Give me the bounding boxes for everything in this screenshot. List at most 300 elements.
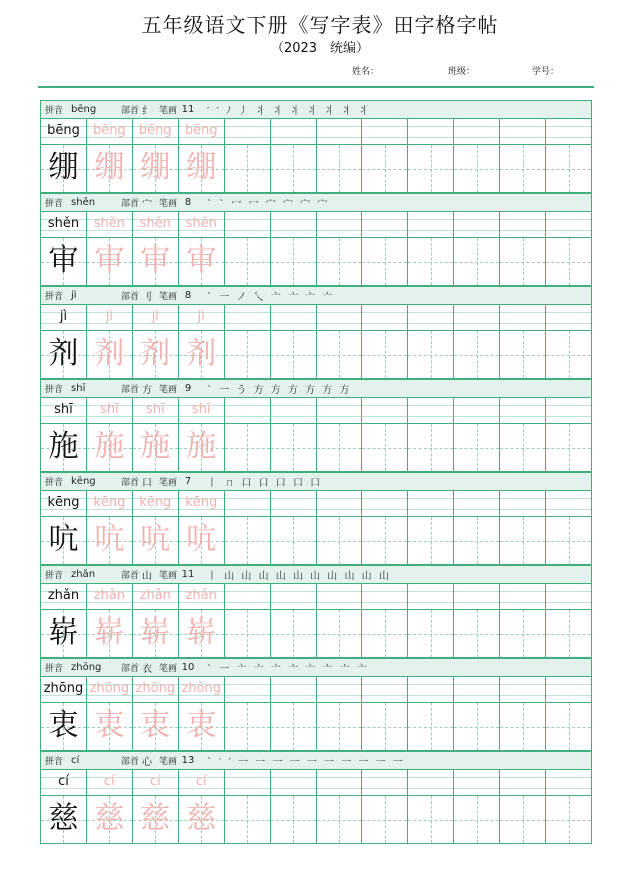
trace-character[interactable] — [179, 424, 225, 472]
pinyin-model: zhǎn — [41, 584, 87, 610]
pinyin-trace: shěn — [87, 212, 133, 238]
tianzige-cell[interactable] — [500, 145, 546, 193]
stroke-order: 丨 山 山 山 山 山 山 山 山 山 山 — [207, 571, 391, 582]
pinyin-blank[interactable] — [271, 677, 317, 703]
practice-sheet — [40, 100, 592, 844]
trace-character[interactable] — [179, 703, 225, 751]
pinyin-blank[interactable] — [500, 491, 546, 517]
pinyin-blank[interactable] — [500, 398, 546, 424]
model-character[interactable] — [41, 238, 87, 286]
tianzige-cell[interactable] — [546, 238, 592, 286]
pinyin-blank[interactable] — [408, 398, 454, 424]
tianzige-cell[interactable] — [317, 424, 363, 472]
tianzige-cell[interactable] — [225, 703, 271, 751]
tianzige-cell[interactable] — [225, 517, 271, 565]
pinyin-model: cí — [41, 770, 87, 796]
tianzige-cell[interactable] — [317, 238, 363, 286]
radical-label: 部首 — [121, 292, 140, 302]
pinyin-trace: bēng — [87, 119, 133, 145]
pinyin-trace: shī — [87, 398, 133, 424]
grid-character: 绷 — [48, 150, 79, 185]
pinyin-blank[interactable] — [317, 119, 363, 145]
tianzige-cell[interactable] — [500, 796, 546, 844]
pinyin-trace: jì — [179, 305, 225, 331]
pinyin-blank[interactable] — [225, 119, 271, 145]
tianzige-cell[interactable] — [546, 145, 592, 193]
trace-character[interactable] — [87, 145, 133, 193]
tianzige-cell[interactable] — [546, 517, 592, 565]
student-fields — [0, 60, 640, 78]
pinyin-blank[interactable] — [362, 491, 408, 517]
grid-character: 衷 — [48, 708, 79, 743]
pinyin-blank[interactable] — [317, 491, 363, 517]
radical-label: 部首 — [121, 478, 140, 488]
grid-character: 慈 — [140, 801, 171, 836]
pinyin-blank[interactable] — [454, 212, 500, 238]
trace-character[interactable] — [87, 238, 133, 286]
character-block — [40, 286, 592, 379]
pinyin-blank[interactable] — [546, 305, 592, 331]
pinyin-blank[interactable] — [225, 770, 271, 796]
pinyin-trace: shī — [133, 398, 179, 424]
grid-character: 剂 — [48, 336, 79, 371]
model-character[interactable] — [41, 703, 87, 751]
grid-character: 剂 — [140, 336, 171, 371]
pinyin-blank[interactable] — [225, 212, 271, 238]
tianzige-cell[interactable] — [225, 331, 271, 379]
grid-character: 慈 — [186, 801, 217, 836]
pinyin-trace: cí — [133, 770, 179, 796]
tianzige-cell[interactable] — [454, 610, 500, 658]
pinyin-trace: shěn — [133, 212, 179, 238]
tianzige-cell[interactable] — [271, 703, 317, 751]
grid-character: 吭 — [186, 522, 217, 557]
stroke-order: ′ ′ ﾉ 丿 丬 丬 丬 丬 丬 丬 丬 — [207, 106, 371, 117]
grid-character: 施 — [186, 429, 217, 464]
character-info-bar — [40, 100, 592, 119]
trace-character[interactable] — [179, 610, 225, 658]
pinyin-trace: zhǎn — [179, 584, 225, 610]
pinyin-blank[interactable] — [362, 398, 408, 424]
class-label: 班级： — [448, 67, 476, 77]
trace-character[interactable] — [179, 796, 225, 844]
grid-character: 吭 — [94, 522, 125, 557]
radical-value: 纟 — [142, 106, 153, 117]
tianzige-cell[interactable] — [271, 796, 317, 844]
pinyin-blank[interactable] — [317, 398, 363, 424]
character-grid-row — [40, 145, 592, 193]
pinyin-blank[interactable] — [546, 398, 592, 424]
tianzige-cell[interactable] — [408, 517, 454, 565]
trace-character[interactable] — [87, 703, 133, 751]
model-character[interactable] — [41, 331, 87, 379]
pinyin-label: 拼音 — [45, 478, 64, 488]
radical-value: 山 — [142, 571, 153, 582]
trace-character[interactable] — [87, 610, 133, 658]
strokes-label: 笔画 — [159, 385, 178, 395]
pinyin-blank[interactable] — [362, 119, 408, 145]
pinyin-model: shěn — [41, 212, 87, 238]
grid-character: 施 — [94, 429, 125, 464]
trace-character[interactable] — [87, 517, 133, 565]
grid-character: 审 — [140, 243, 171, 278]
tianzige-cell[interactable] — [317, 145, 363, 193]
model-character[interactable] — [41, 424, 87, 472]
pinyin-label: 拼音 — [45, 292, 64, 302]
radical-value: 口 — [142, 478, 153, 489]
tianzige-cell[interactable] — [362, 331, 408, 379]
trace-character[interactable] — [87, 796, 133, 844]
model-character[interactable] — [41, 610, 87, 658]
character-block — [40, 751, 592, 844]
pinyin-blank[interactable] — [454, 584, 500, 610]
pinyin-blank[interactable] — [500, 119, 546, 145]
strokes-value: 11 — [181, 104, 195, 115]
tianzige-cell[interactable] — [500, 517, 546, 565]
pinyin-blank[interactable] — [317, 677, 363, 703]
radical-value: 衣 — [142, 664, 153, 675]
grid-character: 崭 — [94, 615, 125, 650]
pinyin-blank[interactable] — [454, 491, 500, 517]
tianzige-cell[interactable] — [546, 703, 592, 751]
trace-character[interactable] — [87, 424, 133, 472]
pinyin-blank[interactable] — [271, 770, 317, 796]
pinyin-blank[interactable] — [408, 770, 454, 796]
grid-character: 吭 — [140, 522, 171, 557]
stroke-order: ` 一 ノ 乀 亠 亠 亠 亠 — [207, 292, 335, 303]
trace-character[interactable] — [133, 703, 179, 751]
pinyin-model: zhōng — [41, 677, 87, 703]
tianzige-cell[interactable] — [271, 517, 317, 565]
radical-label: 部首 — [121, 385, 140, 395]
pinyin-blank[interactable] — [500, 305, 546, 331]
pinyin-trace: shī — [179, 398, 225, 424]
tianzige-cell[interactable] — [408, 424, 454, 472]
pinyin-blank[interactable] — [408, 491, 454, 517]
pinyin-blank[interactable] — [225, 677, 271, 703]
pinyin-value: bēng — [71, 104, 97, 115]
tianzige-cell[interactable] — [408, 238, 454, 286]
pinyin-blank[interactable] — [454, 677, 500, 703]
character-grid-row — [40, 796, 592, 844]
strokes-label: 笔画 — [159, 664, 178, 674]
trace-character[interactable] — [133, 145, 179, 193]
tianzige-cell[interactable] — [271, 145, 317, 193]
strokes-value: 8 — [184, 197, 192, 208]
pinyin-blank[interactable] — [454, 770, 500, 796]
tianzige-cell[interactable] — [454, 517, 500, 565]
tianzige-cell[interactable] — [454, 238, 500, 286]
pinyin-model: bēng — [41, 119, 87, 145]
tianzige-cell[interactable] — [408, 145, 454, 193]
pinyin-blank[interactable] — [454, 119, 500, 145]
character-block — [40, 472, 592, 565]
pinyin-blank[interactable] — [546, 212, 592, 238]
grid-character: 绷 — [140, 150, 171, 185]
pinyin-blank[interactable] — [500, 677, 546, 703]
pinyin-row — [40, 584, 592, 610]
tianzige-cell[interactable] — [317, 517, 363, 565]
grid-character: 崭 — [186, 615, 217, 650]
tianzige-cell[interactable] — [546, 796, 592, 844]
model-character[interactable] — [41, 145, 87, 193]
name-label: 姓名： — [352, 67, 380, 77]
grid-character: 慈 — [48, 801, 79, 836]
pinyin-value: kēng — [71, 476, 96, 487]
strokes-label: 笔画 — [159, 478, 178, 488]
grid-character: 审 — [94, 243, 125, 278]
pinyin-blank[interactable] — [225, 398, 271, 424]
pinyin-blank[interactable] — [500, 584, 546, 610]
pinyin-trace: bēng — [179, 119, 225, 145]
pinyin-trace: zhōng — [179, 677, 225, 703]
trace-character[interactable] — [179, 145, 225, 193]
strokes-value: 8 — [184, 290, 192, 301]
pinyin-value: zhōng — [71, 662, 102, 673]
trace-character[interactable] — [179, 331, 225, 379]
grid-character: 审 — [48, 243, 79, 278]
tianzige-cell[interactable] — [362, 424, 408, 472]
character-grid-row — [40, 424, 592, 472]
character-grid-row — [40, 703, 592, 751]
pinyin-blank[interactable] — [500, 770, 546, 796]
pinyin-blank[interactable] — [317, 212, 363, 238]
grid-character: 绷 — [186, 150, 217, 185]
tianzige-cell[interactable] — [362, 703, 408, 751]
page-subtitle: （2023 统编） — [270, 41, 370, 56]
trace-character[interactable] — [133, 610, 179, 658]
trace-character[interactable] — [133, 238, 179, 286]
stroke-order: 丨 ㄇ 口 口 口 口 口 — [207, 478, 323, 489]
tianzige-cell[interactable] — [500, 703, 546, 751]
tianzige-cell[interactable] — [454, 796, 500, 844]
grid-character: 衷 — [140, 708, 171, 743]
tianzige-cell[interactable] — [271, 424, 317, 472]
trace-character[interactable] — [179, 517, 225, 565]
tianzige-cell[interactable] — [271, 331, 317, 379]
tianzige-cell[interactable] — [408, 796, 454, 844]
model-character[interactable] — [41, 796, 87, 844]
character-info-bar — [40, 565, 592, 584]
pinyin-blank[interactable] — [408, 305, 454, 331]
character-info-bar — [40, 751, 592, 770]
pinyin-blank[interactable] — [408, 119, 454, 145]
strokes-label: 笔画 — [159, 199, 178, 209]
pinyin-blank[interactable] — [500, 212, 546, 238]
pinyin-blank[interactable] — [317, 305, 363, 331]
character-info-bar — [40, 472, 592, 491]
grid-character: 崭 — [140, 615, 171, 650]
pinyin-trace: bēng — [133, 119, 179, 145]
pinyin-trace: kēng — [87, 491, 133, 517]
tianzige-cell[interactable] — [362, 796, 408, 844]
tianzige-cell[interactable] — [317, 703, 363, 751]
tianzige-cell[interactable] — [454, 703, 500, 751]
pinyin-row — [40, 305, 592, 331]
pinyin-blank[interactable] — [271, 305, 317, 331]
strokes-label: 笔画 — [159, 757, 178, 767]
grid-character: 衷 — [94, 708, 125, 743]
pinyin-label: 拼音 — [45, 199, 64, 209]
character-grid-row — [40, 238, 592, 286]
character-info-bar — [40, 193, 592, 212]
tianzige-cell[interactable] — [500, 424, 546, 472]
tianzige-cell[interactable] — [500, 238, 546, 286]
strokes-value: 13 — [181, 755, 195, 766]
tianzige-cell[interactable] — [317, 331, 363, 379]
tianzige-cell[interactable] — [225, 424, 271, 472]
pinyin-label: 拼音 — [45, 106, 64, 116]
pinyin-blank[interactable] — [225, 584, 271, 610]
grid-character: 剂 — [186, 336, 217, 371]
trace-character[interactable] — [87, 331, 133, 379]
pinyin-label: 拼音 — [45, 664, 64, 674]
pinyin-row — [40, 212, 592, 238]
pinyin-blank[interactable] — [454, 398, 500, 424]
tianzige-cell[interactable] — [546, 424, 592, 472]
tianzige-cell[interactable] — [408, 610, 454, 658]
trace-character[interactable] — [133, 517, 179, 565]
tianzige-cell[interactable] — [362, 610, 408, 658]
tianzige-cell[interactable] — [317, 796, 363, 844]
pinyin-blank[interactable] — [546, 491, 592, 517]
pinyin-row — [40, 770, 592, 796]
tianzige-cell[interactable] — [454, 145, 500, 193]
pinyin-blank[interactable] — [271, 119, 317, 145]
model-character[interactable] — [41, 517, 87, 565]
tianzige-cell[interactable] — [271, 238, 317, 286]
trace-character[interactable] — [179, 238, 225, 286]
pinyin-blank[interactable] — [317, 584, 363, 610]
page-title: 五年级语文下册《写字表》田字格字帖 — [141, 13, 499, 37]
pinyin-blank[interactable] — [271, 398, 317, 424]
pinyin-blank[interactable] — [362, 212, 408, 238]
radical-value: 方 — [142, 385, 153, 396]
pinyin-value: cí — [71, 755, 80, 766]
pinyin-model: shī — [41, 398, 87, 424]
tianzige-cell[interactable] — [500, 610, 546, 658]
tianzige-cell[interactable] — [225, 796, 271, 844]
pinyin-label: 拼音 — [45, 757, 64, 767]
pinyin-blank[interactable] — [546, 677, 592, 703]
pinyin-blank[interactable] — [362, 305, 408, 331]
pinyin-blank[interactable] — [271, 584, 317, 610]
pinyin-value: shī — [71, 383, 86, 394]
pinyin-label: 拼音 — [45, 385, 64, 395]
tianzige-cell[interactable] — [454, 424, 500, 472]
tianzige-cell[interactable] — [546, 610, 592, 658]
pinyin-trace: jì — [133, 305, 179, 331]
tianzige-cell[interactable] — [362, 517, 408, 565]
radical-label: 部首 — [121, 571, 140, 581]
pinyin-blank[interactable] — [362, 584, 408, 610]
pinyin-row — [40, 398, 592, 424]
pinyin-value: jì — [71, 290, 77, 301]
pinyin-blank[interactable] — [317, 770, 363, 796]
strokes-label: 笔画 — [159, 571, 178, 581]
pinyin-blank[interactable] — [271, 212, 317, 238]
tianzige-cell[interactable] — [362, 145, 408, 193]
pinyin-blank[interactable] — [362, 677, 408, 703]
strokes-value: 9 — [184, 383, 192, 394]
pinyin-blank[interactable] — [408, 584, 454, 610]
tianzige-cell[interactable] — [225, 238, 271, 286]
tianzige-cell[interactable] — [408, 331, 454, 379]
radical-label: 部首 — [121, 106, 140, 116]
pinyin-blank[interactable] — [408, 212, 454, 238]
radical-value: 刂 — [142, 292, 153, 303]
pinyin-value: shěn — [71, 197, 96, 208]
character-grid-row — [40, 331, 592, 379]
pinyin-label: 拼音 — [45, 571, 64, 581]
tianzige-cell[interactable] — [362, 238, 408, 286]
pinyin-blank[interactable] — [271, 491, 317, 517]
tianzige-cell[interactable] — [271, 610, 317, 658]
pinyin-blank[interactable] — [408, 677, 454, 703]
trace-character[interactable] — [133, 331, 179, 379]
tianzige-cell[interactable] — [317, 610, 363, 658]
radical-label: 部首 — [121, 757, 140, 767]
tianzige-cell[interactable] — [225, 610, 271, 658]
trace-character[interactable] — [133, 424, 179, 472]
grid-character: 绷 — [94, 150, 125, 185]
character-info-bar — [40, 658, 592, 677]
character-grid-row — [40, 517, 592, 565]
pinyin-row — [40, 677, 592, 703]
strokes-value: 7 — [184, 476, 192, 487]
character-block — [40, 565, 592, 658]
pinyin-blank[interactable] — [546, 584, 592, 610]
pinyin-model: kēng — [41, 491, 87, 517]
pinyin-blank[interactable] — [546, 119, 592, 145]
grid-character: 吭 — [48, 522, 79, 557]
pinyin-model: jì — [41, 305, 87, 331]
trace-character[interactable] — [133, 796, 179, 844]
character-block — [40, 193, 592, 286]
pinyin-trace: cí — [87, 770, 133, 796]
tianzige-cell[interactable] — [546, 331, 592, 379]
character-block — [40, 379, 592, 472]
pinyin-blank[interactable] — [225, 305, 271, 331]
strokes-label: 笔画 — [159, 292, 178, 302]
radical-label: 部首 — [121, 664, 140, 674]
character-block — [40, 100, 592, 193]
pinyin-trace: kēng — [179, 491, 225, 517]
radical-value: 宀 — [142, 199, 153, 210]
grid-character: 崭 — [48, 615, 79, 650]
tianzige-cell[interactable] — [225, 145, 271, 193]
pinyin-trace: zhōng — [133, 677, 179, 703]
grid-character: 施 — [140, 429, 171, 464]
tianzige-cell[interactable] — [408, 703, 454, 751]
pinyin-row — [40, 119, 592, 145]
pinyin-blank[interactable] — [546, 770, 592, 796]
pinyin-blank[interactable] — [225, 491, 271, 517]
pinyin-trace: zhǎn — [87, 584, 133, 610]
strokes-label: 笔画 — [159, 106, 178, 116]
pinyin-trace: kēng — [133, 491, 179, 517]
grid-character: 施 — [48, 429, 79, 464]
tianzige-cell[interactable] — [454, 331, 500, 379]
tianzige-cell[interactable] — [500, 331, 546, 379]
grid-character: 衷 — [186, 708, 217, 743]
pinyin-blank[interactable] — [454, 305, 500, 331]
grid-character: 剂 — [94, 336, 125, 371]
pinyin-blank[interactable] — [362, 770, 408, 796]
strokes-value: 10 — [181, 662, 195, 673]
stroke-order: ` ′ ′ 一 一 一 一 一 一 一 一 一 一 — [207, 757, 405, 768]
grid-character: 慈 — [94, 801, 125, 836]
